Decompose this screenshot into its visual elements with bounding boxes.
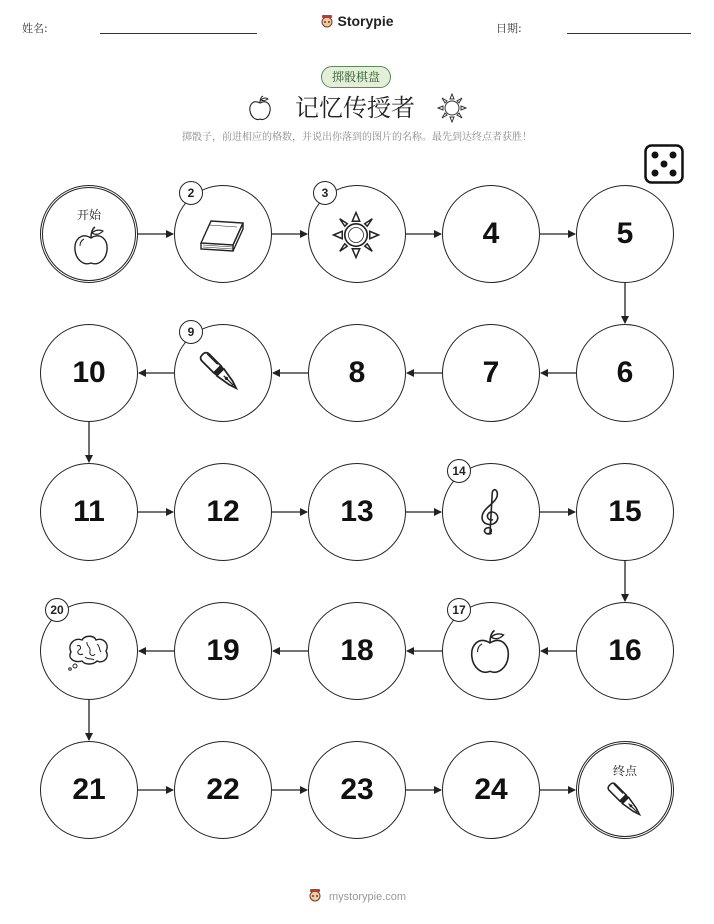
space-number: 7 [482, 356, 500, 389]
storypie-logo-icon [308, 888, 322, 902]
board-space-13 [308, 463, 406, 561]
space-number-badge: 20 [45, 598, 69, 622]
footer [0, 888, 714, 903]
brand-name: Storypie [337, 13, 394, 29]
title-text: 记忆传授者 [295, 94, 415, 122]
board-space-5 [576, 185, 674, 283]
treble-clef-icon [465, 488, 515, 538]
finish-space [576, 741, 674, 839]
brain-icon [63, 627, 113, 677]
space-number: 4 [482, 217, 500, 250]
board-space-24 [442, 741, 540, 839]
board-space-8 [308, 324, 406, 422]
footer-site: mystorypie.com [329, 891, 407, 903]
board-space-21 [40, 741, 138, 839]
instructions: 掷骰子，前进相应的格数，并说出你落到的图片的名称。最先到达终点者获胜！ [182, 132, 532, 143]
space-number: 16 [608, 634, 642, 667]
apple-icon [465, 627, 515, 677]
space-number: 5 [616, 217, 634, 250]
book-icon [197, 210, 247, 260]
board-space-18 [308, 602, 406, 700]
board-space-10 [40, 324, 138, 422]
start-label: 开始 [76, 208, 101, 222]
date-label: 日期: [496, 22, 522, 35]
space-number: 13 [340, 495, 374, 528]
finish-label: 终点 [612, 764, 637, 778]
space-number: 19 [206, 634, 240, 667]
space-number: 18 [340, 634, 374, 667]
board-space-12 [174, 463, 272, 561]
space-number: 10 [72, 356, 106, 389]
name-label: 姓名: [22, 22, 48, 35]
board-space-7 [442, 324, 540, 422]
board-space-16 [576, 602, 674, 700]
fountain-pen-icon [605, 780, 649, 824]
space-number: 6 [616, 356, 634, 389]
start-space [40, 185, 138, 283]
board-space-23 [308, 741, 406, 839]
board-space-22 [174, 741, 272, 839]
space-number: 22 [206, 773, 240, 806]
board-space-6 [576, 324, 674, 422]
space-number: 21 [72, 773, 106, 806]
board-space-4 [442, 185, 540, 283]
space-number-badge: 17 [447, 598, 471, 622]
fountain-pen-icon [197, 349, 247, 399]
space-number-badge: 14 [447, 459, 471, 483]
space-number: 12 [206, 495, 240, 528]
board-space-11 [40, 463, 138, 561]
space-number-badge: 2 [179, 181, 203, 205]
space-number-badge: 3 [313, 181, 337, 205]
board-space-15 [576, 463, 674, 561]
board-space-19 [174, 602, 272, 700]
space-number: 15 [608, 495, 642, 528]
apple-icon [69, 224, 113, 268]
space-number: 23 [340, 773, 374, 806]
space-number: 8 [348, 356, 366, 389]
sun-icon [331, 210, 381, 260]
game-type-badge: 掷骰棋盘 [321, 66, 391, 88]
space-number: 24 [474, 773, 508, 806]
space-number: 11 [73, 495, 105, 528]
space-number-badge: 9 [179, 320, 203, 344]
